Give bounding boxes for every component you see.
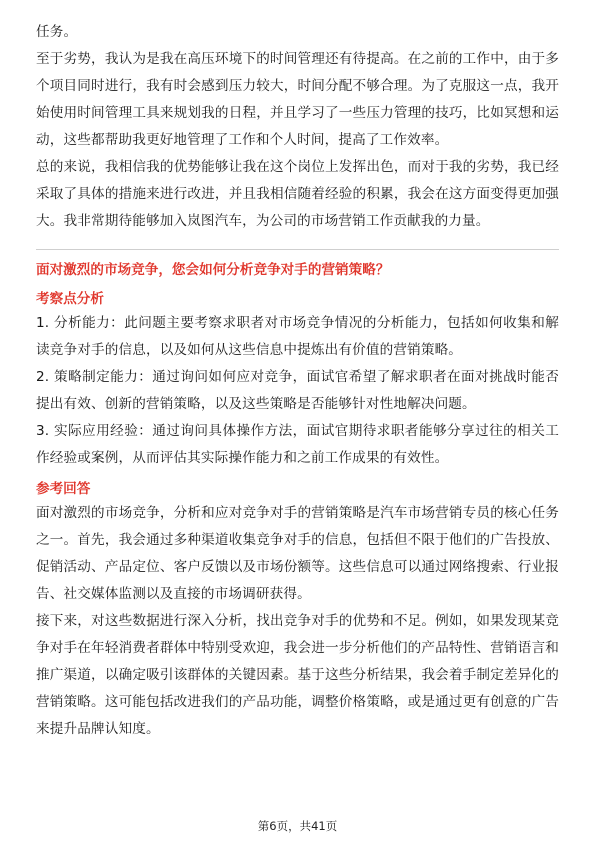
- answer-label: 参考回答: [36, 481, 91, 497]
- analysis-point: 1. 分析能力：此问题主要考察求职者对市场竞争情况的分析能力，包括如何收集和解读竞争对手的信息，以及如何从这些信息中提炼出有价值的营销策略。: [36, 315, 559, 358]
- answer-paragraph: 接下来，对这些数据进行深入分析，找出竞争对手的优势和不足。例如，如果发现某竞争对手在年轻消费者群体中特别受欢迎，我会进一步分析他们的产品特性、营销语言和推广渠道，以确定吸引该群体的关键因素。基于这些分析结果，我会着手制定差异化的营销策略。这可能包括改进我们的产品功能，调整价格策略，或是通过更有创意的广告来提升品牌认知度。: [36, 613, 559, 737]
- page-footer: 第6页，共41页: [257, 819, 338, 833]
- answer-paragraph: 面对激烈的市场竞争，分析和应对竞争对手的营销策略是汽车市场营销专员的核心任务之一。首先，我会通过多种渠道收集竞争对手的信息，包括但不限于他们的广告投放、促销活动、产品定位、客户反馈以及市场份额等。这些信息可以通过网络搜索、行业报告、社交媒体监测以及直接的市场调研获得。: [36, 505, 559, 602]
- analysis-label: 考察点分析: [36, 291, 104, 307]
- document-page: [36, 0, 559, 743]
- intro-paragraph: 至于劣势，我认为是我在高压环境下的时间管理还有待提高。在之前的工作中，由于多个项目同时进行，我有时会感到压力较大，时间分配不够合理。为了克服这一点，我开始使用时间管理工具来规划我的日程，并且学习了一些压力管理的技巧，比如冥想和运动，这些都帮助我更好地管理了工作和个人时间，提高了工作效率。: [36, 51, 559, 148]
- intro-paragraph: 任务。: [36, 24, 78, 40]
- analysis-point: 2. 策略制定能力：通过询问如何应对竞争，面试官希望了解求职者在面对挑战时能否提出有效、创新的营销策略，以及这些策略是否能够针对性地解决问题。: [36, 369, 559, 412]
- question-title: 面对激烈的市场竞争，您会如何分析竞争对手的营销策略？: [36, 262, 390, 278]
- intro-paragraph: 总的来说，我相信我的优势能够让我在这个岗位上发挥出色，而对于我的劣势，我已经采取了具体的措施来进行改进，并且我相信随着经验的积累，我会在这方面变得更加强大。我非常期待能够加入岚图汽车，为公司的市场营销工作贡献我的力量。: [36, 159, 559, 229]
- section-divider: [36, 249, 559, 250]
- analysis-point: 3. 实际应用经验：通过询问具体操作方法，面试官期待求职者能够分享过往的相关工作经验或案例，从而评估其实际操作能力和之前工作成果的有效性。: [36, 423, 559, 466]
